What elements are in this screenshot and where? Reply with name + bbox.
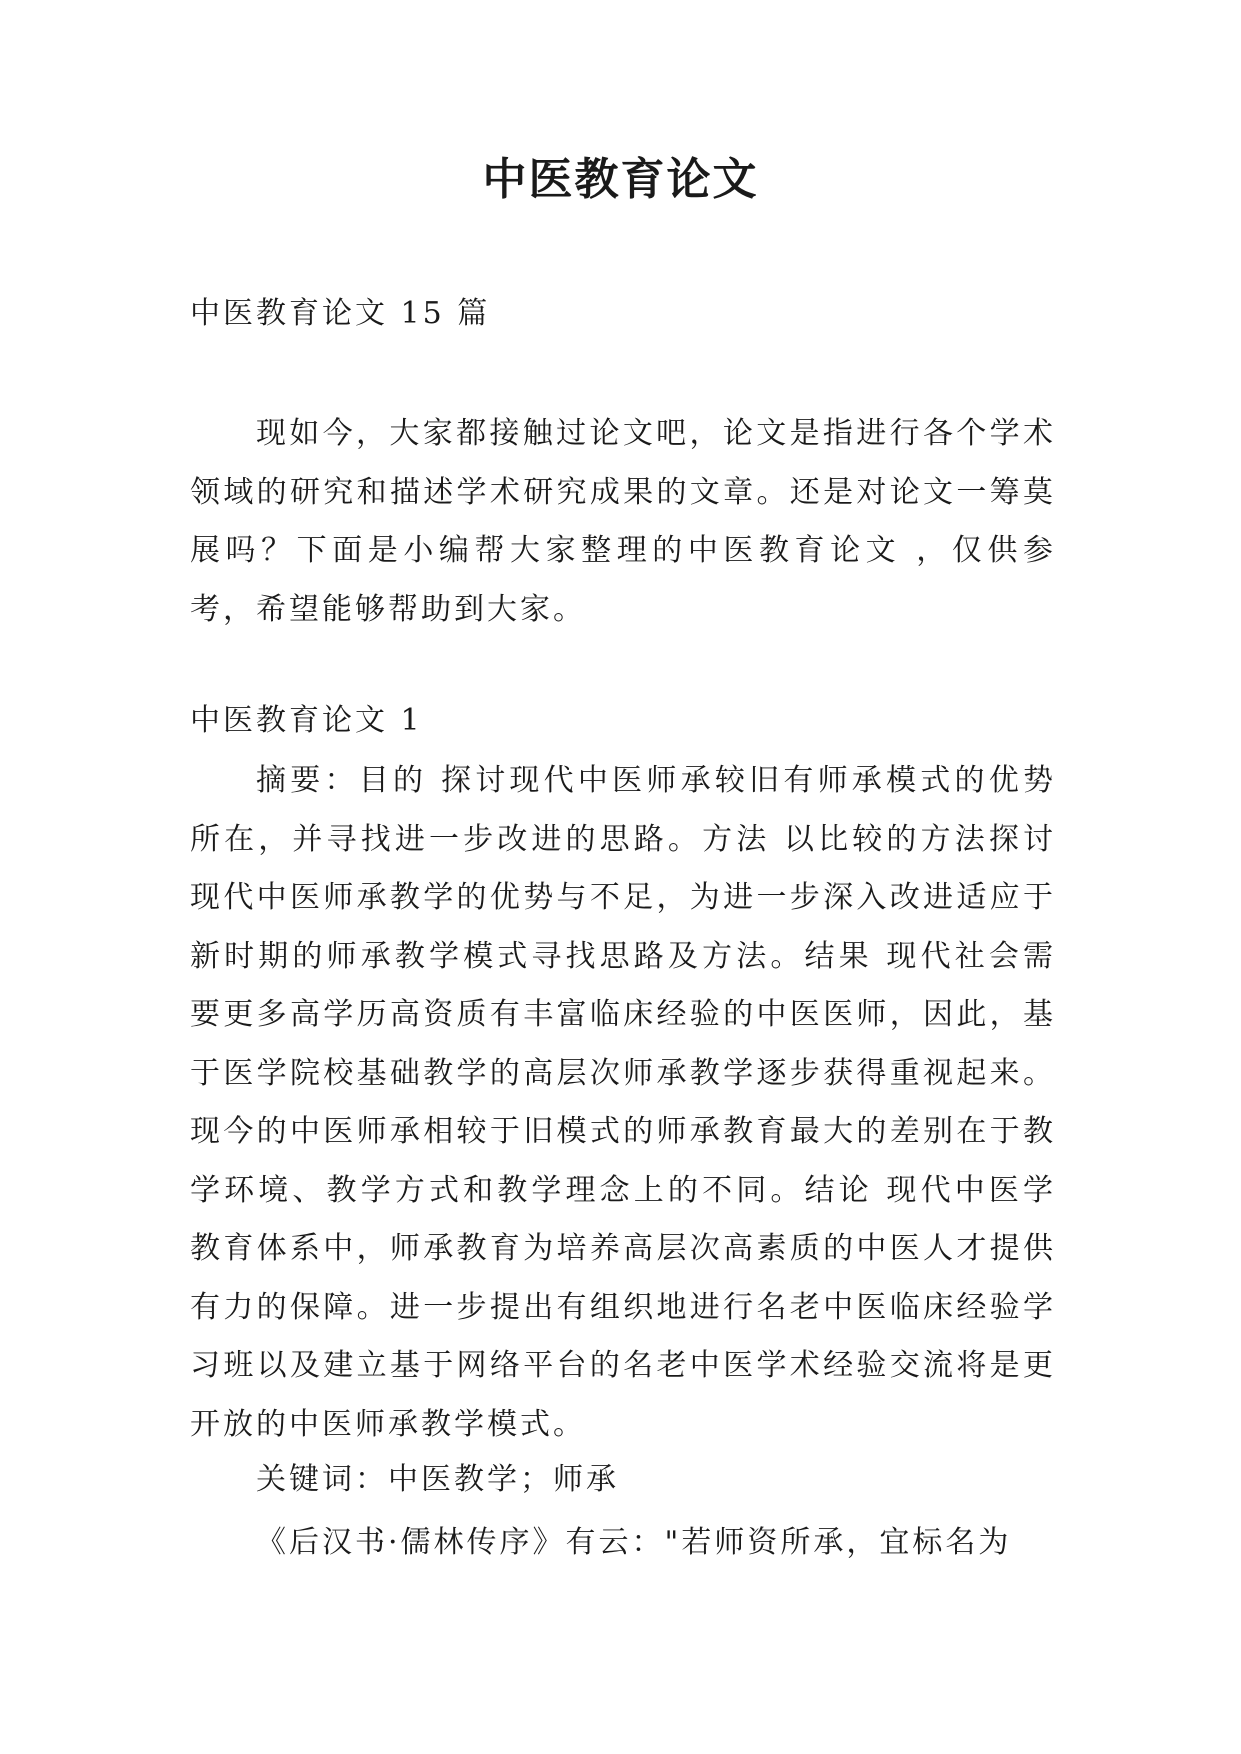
document-subtitle: 中医教育论文 15 篇 — [190, 296, 491, 331]
section-heading: 中医教育论文 1 — [190, 703, 423, 738]
document-title: 中医教育论文 — [482, 154, 759, 205]
quote-paragraph: 《后汉书·儒林传序》有云："若师资所承，宜标名为 — [256, 1525, 1012, 1560]
intro-paragraph: 现如今，大家都接触过论文吧，论文是指进行各个学术领域的研究和描述学术研究成果的文章。还是对论文一筹莫展吗？下面是小编帮大家整理的中医教育论文 ，仅供参考，希望能够帮助到大家。 — [190, 416, 1056, 627]
keywords-line: 关键词：中医教学；师承 — [256, 1462, 619, 1497]
abstract-paragraph: 摘要：目的 探讨现代中医师承较旧有师承模式的优势所在，并寻找进一步改进的思路。方法 以比较的方法探讨现代中医师承教学的优势与不足，为进一步深入改进适应于新时期的师承教学模式寻找思路及方法。结果 现代社会需要更多高学历高资质有丰富临床经验的中医医师，因此，基于医学院校基础教学的高层次师承教学逐步获得重视起来。现今的中医师承相较于旧模式的师承教育最大的差别在于教学环境、教学方式和教学理念上的不同。结论 现代中医学教育体系中，师承教育为培养高层次高素质的中医人才提供有力的保障。进一步提出有组织地进行名老中医临床经验学习班以及建立基于网络平台的名老中医学术经验交流将是更开放的中医师承教学模式。 — [190, 763, 1056, 1442]
